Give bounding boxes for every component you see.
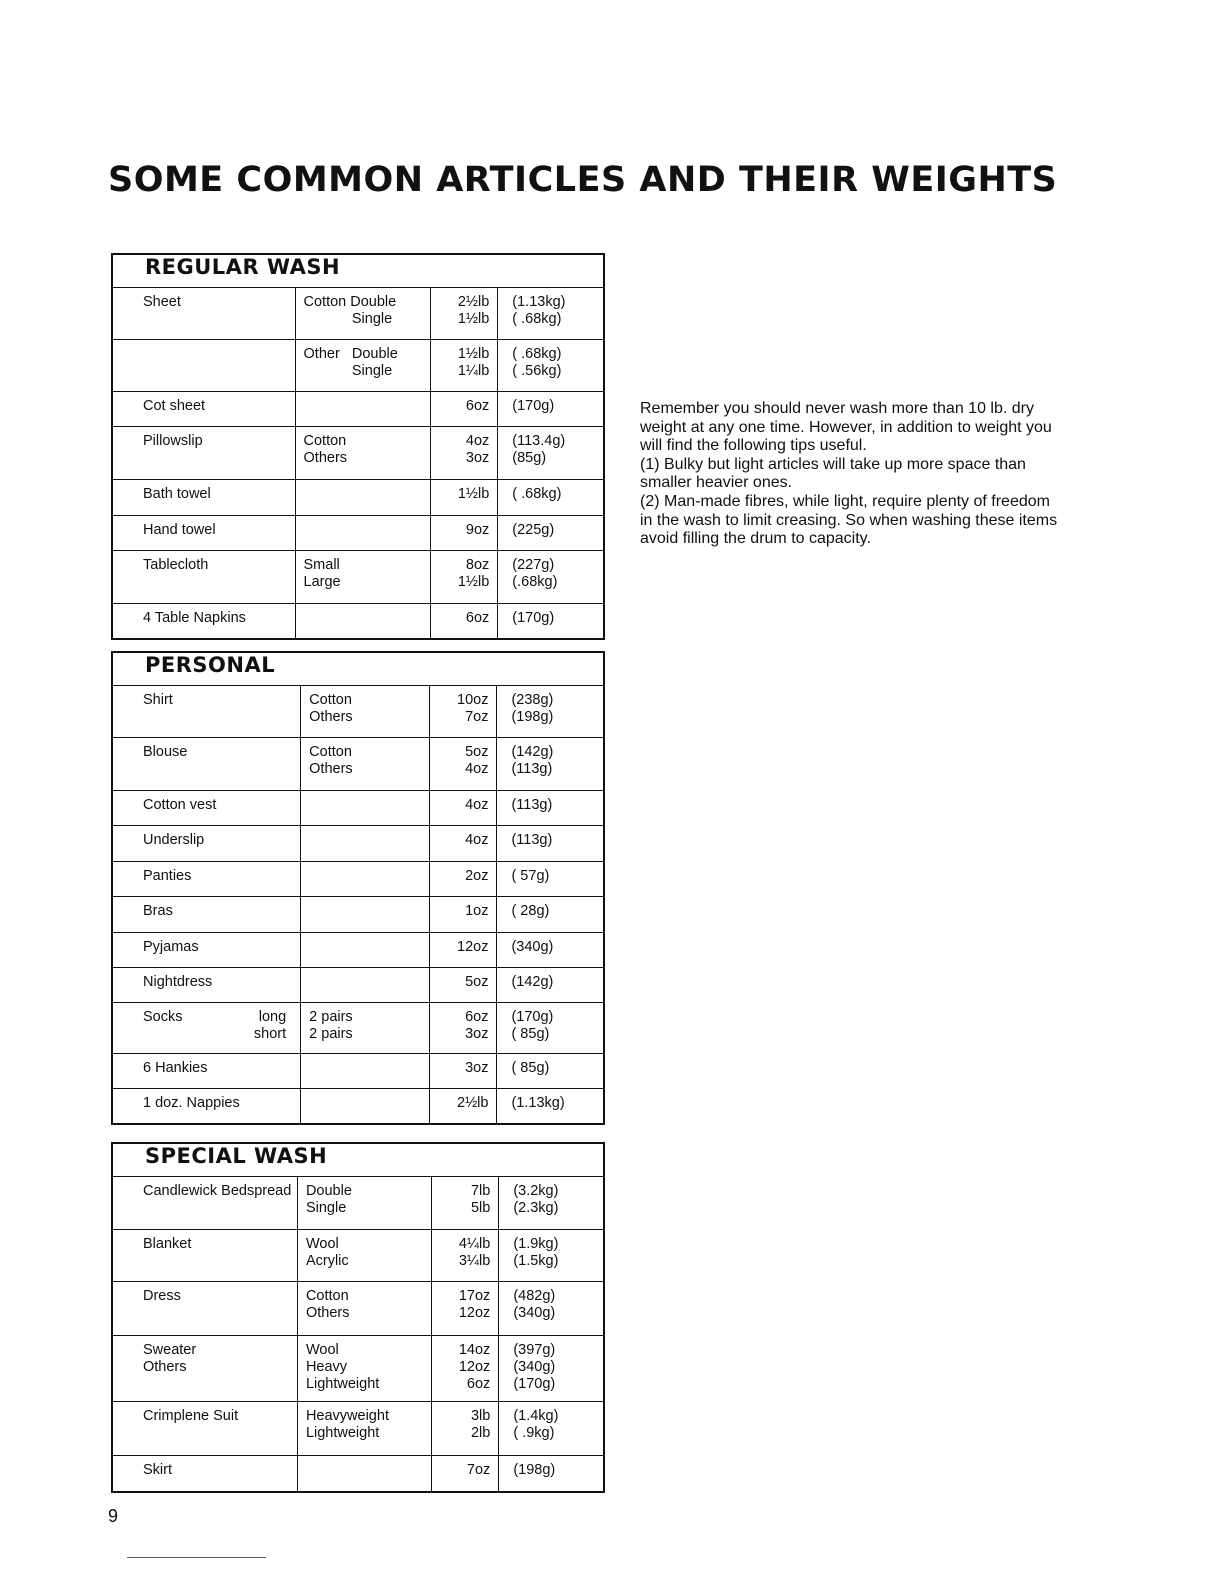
metric-weight-line: (113g) [511,761,553,777]
fabric-type-cell [301,862,430,897]
fabric-type-cell [295,516,431,551]
metric-weight-line: (225g) [512,522,555,538]
imperial-weight-cell [432,1402,499,1456]
fabric-type-cell [295,604,431,639]
article-cell [112,826,301,862]
imperial-weight-line: 5oz [465,744,489,760]
fabric-type-line: Wool [305,1342,339,1358]
imperial-weight-line: 12oz [458,1359,491,1375]
metric-weight-cell [497,1003,604,1054]
article-line: 6 Hankies [143,1060,208,1076]
imperial-weight-line: 4oz [465,797,489,813]
table-row [112,933,604,968]
metric-weight-cell [499,1456,604,1492]
metric-weight-line: (238g) [511,692,554,708]
article-cell [112,516,295,551]
article-cell [112,791,301,826]
table-row [112,862,604,897]
metric-weight-line: (170g) [512,398,555,414]
fabric-type-line: Acrylic [305,1253,349,1269]
footer-rule [127,1557,266,1558]
imperial-weight-line: 5lb [470,1200,491,1216]
article-cell [112,1089,301,1124]
article-cell [112,392,295,427]
special-wash-table [111,1142,605,1493]
table-row [112,340,604,392]
imperial-weight-cell [429,968,497,1003]
metric-weight-cell [498,340,604,392]
metric-weight-line: ( .56kg) [512,363,562,379]
table-row [112,427,604,480]
metric-weight-line: (340g) [513,1305,556,1321]
metric-weight-line: (113g) [511,797,553,813]
section-header-row [112,652,604,686]
fabric-type-cell [297,1456,431,1492]
fabric-type-line: 2 pairs [309,1009,353,1025]
metric-weight-cell [498,604,604,639]
imperial-weight-line: 3oz [465,1060,489,1076]
imperial-weight-line: 2oz [465,868,489,884]
article-line: Bras [143,903,173,919]
article-line: Dress [143,1288,181,1304]
article-cell [112,686,301,738]
table-row [112,826,604,862]
article-line: Candlewick Bedspread [143,1183,292,1199]
imperial-weight-line: 1¼lb [457,363,490,379]
article-line: Sweater [143,1342,197,1358]
article-length: short [253,1026,287,1042]
imperial-weight-line: 14oz [458,1342,491,1358]
table-row [112,897,604,933]
imperial-weight-line: 1½lb [457,311,490,327]
fabric-type-line: Heavyweight [305,1408,389,1424]
article-cell [112,480,295,516]
table-row [112,1456,604,1492]
article-cell [112,1282,297,1336]
fabric-type-cell [301,1054,430,1089]
imperial-weight-cell [429,686,497,738]
article-cell [112,1177,297,1230]
fabric-type-line: Single [305,1200,347,1216]
metric-weight-cell [498,392,604,427]
metric-weight-cell [497,897,604,933]
fabric-type-line: Others [309,761,353,777]
article-line: Pillowslip [143,433,203,449]
imperial-weight-line: 4oz [465,832,489,848]
metric-weight-line: ( 85g) [511,1060,550,1076]
fabric-type-line: Double [305,1183,352,1199]
metric-weight-line: ( .9kg) [513,1425,555,1441]
article-name: Socks [143,1009,183,1025]
table-row [112,686,604,738]
imperial-weight-cell [429,862,497,897]
metric-weight-line: (.68kg) [512,574,558,590]
imperial-weight-line: 3lb [470,1408,491,1424]
article-line: Cot sheet [143,398,206,414]
article-cell [112,1402,297,1456]
metric-weight-line: (170g) [511,1009,554,1025]
imperial-weight-line: 5oz [465,974,489,990]
tips-text [640,400,1060,549]
imperial-weight-cell [431,551,498,604]
imperial-weight-cell [429,1003,497,1054]
imperial-weight-line: 1oz [465,903,489,919]
table-row [112,392,604,427]
metric-weight-line: (113.4g) [512,433,566,449]
fabric-type-line: Small [303,557,340,573]
metric-weight-line: ( .68kg) [512,346,562,362]
imperial-weight-line: 4oz [465,433,490,449]
metric-weight-line: (170g) [513,1376,556,1392]
fabric-type-cell [301,968,430,1003]
article-cell [112,288,295,340]
metric-weight-line: (142g) [511,744,554,760]
imperial-weight-cell [429,826,497,862]
fabric-type-line: Cotton [305,1288,349,1304]
metric-weight-line: (142g) [511,974,554,990]
article-cell [112,933,301,968]
tip-2: (2) Man-made fibres, while light, require plenty of freedom in the wash to limit creasing. So when washing these items avoid filling the drum to capacity. [640,492,1058,548]
fabric-type-line: Cotton [309,692,352,708]
metric-weight-cell [497,862,604,897]
table-row [112,1282,604,1336]
fabric-type-cell [295,340,431,392]
imperial-weight-line: 3oz [465,450,490,466]
table-row [112,968,604,1003]
fabric-type-cell [297,1336,431,1402]
imperial-weight-line: 7oz [465,709,489,725]
tip-1: (1) Bulky but light articles will take up more space than smaller heavier ones. [640,455,1026,492]
table-row [112,604,604,639]
table-row [112,791,604,826]
imperial-weight-line: 4oz [465,761,489,777]
imperial-weight-cell [432,1282,499,1336]
metric-weight-line: (1.13kg) [511,1095,565,1111]
article-line: Blouse [143,744,188,760]
article-cell [112,427,295,480]
metric-weight-line: (1.9kg) [513,1236,559,1252]
fabric-type-cell [297,1230,431,1282]
imperial-weight-line: 3oz [465,1026,489,1042]
fabric-type-cell [301,686,430,738]
article-cell [112,968,301,1003]
article-cell [112,897,301,933]
article-line: Shirt [143,692,173,708]
fabric-type-cell [295,551,431,604]
article-cell [112,1336,297,1402]
fabric-type-line: Single [303,311,393,327]
article-line: 4 Table Napkins [143,610,246,626]
fabric-type-cell [301,1089,430,1124]
table-row [112,480,604,516]
imperial-weight-cell [429,1054,497,1089]
metric-weight-line: (1.13kg) [512,294,566,310]
fabric-type-line: Others [303,450,348,466]
fabric-type-cell [295,427,431,480]
section-heading: PERSONAL [112,652,604,686]
metric-weight-cell [497,826,604,862]
metric-weight-line: (85g) [512,450,547,466]
fabric-type-line: Cotton [309,744,352,760]
article-line: Pyjamas [143,939,199,955]
table-row [112,288,604,340]
imperial-weight-cell [429,897,497,933]
fabric-type-line: Other Double [303,346,398,362]
fabric-type-line: Cotton [303,433,347,449]
metric-weight-cell [498,516,604,551]
section-header-row [112,1143,604,1177]
metric-weight-line: (170g) [512,610,555,626]
imperial-weight-line: 2½lb [457,1095,489,1111]
imperial-weight-cell [429,933,497,968]
article-line: Tablecloth [143,557,209,573]
table-row [112,1336,604,1402]
personal-table [111,651,605,1125]
imperial-weight-line: 7oz [466,1462,491,1478]
fabric-type-cell [295,288,431,340]
imperial-weight-line: 6oz [465,610,490,626]
imperial-weight-cell [432,1230,499,1282]
imperial-weight-cell [432,1336,499,1402]
imperial-weight-cell [431,516,498,551]
article-line: Bath towel [143,486,211,502]
fabric-type-cell [301,738,430,791]
article-line: Blanket [143,1236,192,1252]
article-length: long [258,1009,287,1025]
metric-weight-line: (340g) [511,939,554,955]
tips-intro: Remember you should never wash more than 10 lb. dry weight at any one time. However, in addition to weight you will find the following tips useful. [640,400,1052,455]
fabric-type-line: Lightweight [305,1425,380,1441]
fabric-type-cell [301,826,430,862]
article-line: Underslip [143,832,205,848]
imperial-weight-line: 2lb [470,1425,491,1441]
metric-weight-line: (340g) [513,1359,556,1375]
metric-weight-line: (198g) [511,709,554,725]
section-header-row [112,254,604,288]
metric-weight-line: ( .68kg) [512,486,562,502]
fabric-type-line: Single [303,363,393,379]
imperial-weight-line: 12oz [457,939,489,955]
imperial-weight-cell [431,392,498,427]
imperial-weight-line: 1½lb [457,486,490,502]
article-cell [112,551,295,604]
metric-weight-line: (2.3kg) [513,1200,559,1216]
metric-weight-line: (113g) [511,832,553,848]
metric-weight-cell [499,1336,604,1402]
metric-weight-cell [498,427,604,480]
article-cell [112,340,295,392]
metric-weight-line: ( 57g) [511,868,550,884]
metric-weight-cell [497,686,604,738]
table-row [112,738,604,791]
table-row [112,551,604,604]
fabric-type-cell [301,791,430,826]
article-line: Panties [143,868,192,884]
article-line: Others [143,1359,187,1375]
imperial-weight-line: 17oz [458,1288,491,1304]
imperial-weight-line: 10oz [457,692,489,708]
metric-weight-line: (3.2kg) [513,1183,559,1199]
imperial-weight-cell [432,1177,499,1230]
fabric-type-line: Others [309,709,353,725]
page-title: SOME COMMON ARTICLES AND THEIR WEIGHTS [108,160,1058,200]
article-line: 1 doz. Nappies [143,1095,240,1111]
article-cell [112,738,301,791]
metric-weight-line: (227g) [512,557,555,573]
imperial-weight-line: 9oz [465,522,490,538]
fabric-type-cell [297,1402,431,1456]
table-row [112,1003,604,1054]
page-number: 9 [108,1506,119,1526]
imperial-weight-line: 7lb [470,1183,491,1199]
metric-weight-line: (198g) [513,1462,556,1478]
fabric-type-line: Large [303,574,341,590]
imperial-weight-line: 6oz [465,398,490,414]
metric-weight-cell [499,1402,604,1456]
table-row [112,1230,604,1282]
imperial-weight-cell [431,480,498,516]
imperial-weight-line: 8oz [465,557,490,573]
table-row [112,516,604,551]
metric-weight-cell [497,968,604,1003]
metric-weight-cell [497,1089,604,1124]
fabric-type-line: 2 pairs [309,1026,353,1042]
metric-weight-line: (482g) [513,1288,556,1304]
metric-weight-cell [498,480,604,516]
fabric-type-line: Wool [305,1236,339,1252]
fabric-type-line: Lightweight [305,1376,380,1392]
metric-weight-cell [498,551,604,604]
fabric-type-cell [301,933,430,968]
article-line: Crimplene Suit [143,1408,239,1424]
metric-weight-line: (397g) [513,1342,556,1358]
fabric-type-cell [297,1282,431,1336]
table-row [112,1402,604,1456]
imperial-weight-line: 6oz [466,1376,491,1392]
metric-weight-cell [497,791,604,826]
fabric-type-cell [295,480,431,516]
fabric-type-cell [295,392,431,427]
imperial-weight-line: 4¼lb [458,1236,491,1252]
imperial-weight-cell [429,1089,497,1124]
article-cell [112,1003,301,1054]
article-line: Cotton vest [143,797,217,813]
metric-weight-line: ( .68kg) [512,311,562,327]
section-heading: REGULAR WASH [112,254,604,288]
metric-weight-cell [499,1230,604,1282]
table-row [112,1089,604,1124]
fabric-type-line: Cotton Double [303,294,397,310]
metric-weight-cell [499,1177,604,1230]
metric-weight-cell [499,1282,604,1336]
imperial-weight-cell [432,1456,499,1492]
imperial-weight-line: 1½lb [457,346,490,362]
imperial-weight-line: 3¼lb [458,1253,491,1269]
imperial-weight-line: 2½lb [457,294,490,310]
imperial-weight-cell [431,604,498,639]
table-row [112,1177,604,1230]
table-row [112,1054,604,1089]
article-cell [112,1230,297,1282]
section-heading: SPECIAL WASH [112,1143,604,1177]
article-cell [112,862,301,897]
metric-weight-line: ( 28g) [511,903,550,919]
fabric-type-line: Heavy [305,1359,348,1375]
fabric-type-line: Others [305,1305,350,1321]
article-cell [112,604,295,639]
fabric-type-cell [297,1177,431,1230]
fabric-type-cell [301,897,430,933]
metric-weight-line: (1.4kg) [513,1408,559,1424]
article-cell [112,1456,297,1492]
metric-weight-cell [498,288,604,340]
metric-weight-line: (1.5kg) [513,1253,559,1269]
article-line: Nightdress [143,974,213,990]
article-cell [112,1054,301,1089]
imperial-weight-cell [431,427,498,480]
fabric-type-cell [301,1003,430,1054]
regular-wash-table [111,253,605,640]
imperial-weight-line: 1½lb [457,574,490,590]
article-line: Skirt [143,1462,172,1478]
imperial-weight-cell [429,738,497,791]
metric-weight-cell [497,933,604,968]
imperial-weight-line: 6oz [465,1009,489,1025]
metric-weight-line: ( 85g) [511,1026,550,1042]
article-line: Hand towel [143,522,216,538]
imperial-weight-cell [431,340,498,392]
article-line: Sheet [143,294,181,310]
imperial-weight-cell [431,288,498,340]
metric-weight-cell [497,1054,604,1089]
imperial-weight-line: 12oz [458,1305,491,1321]
imperial-weight-cell [429,791,497,826]
metric-weight-cell [497,738,604,791]
